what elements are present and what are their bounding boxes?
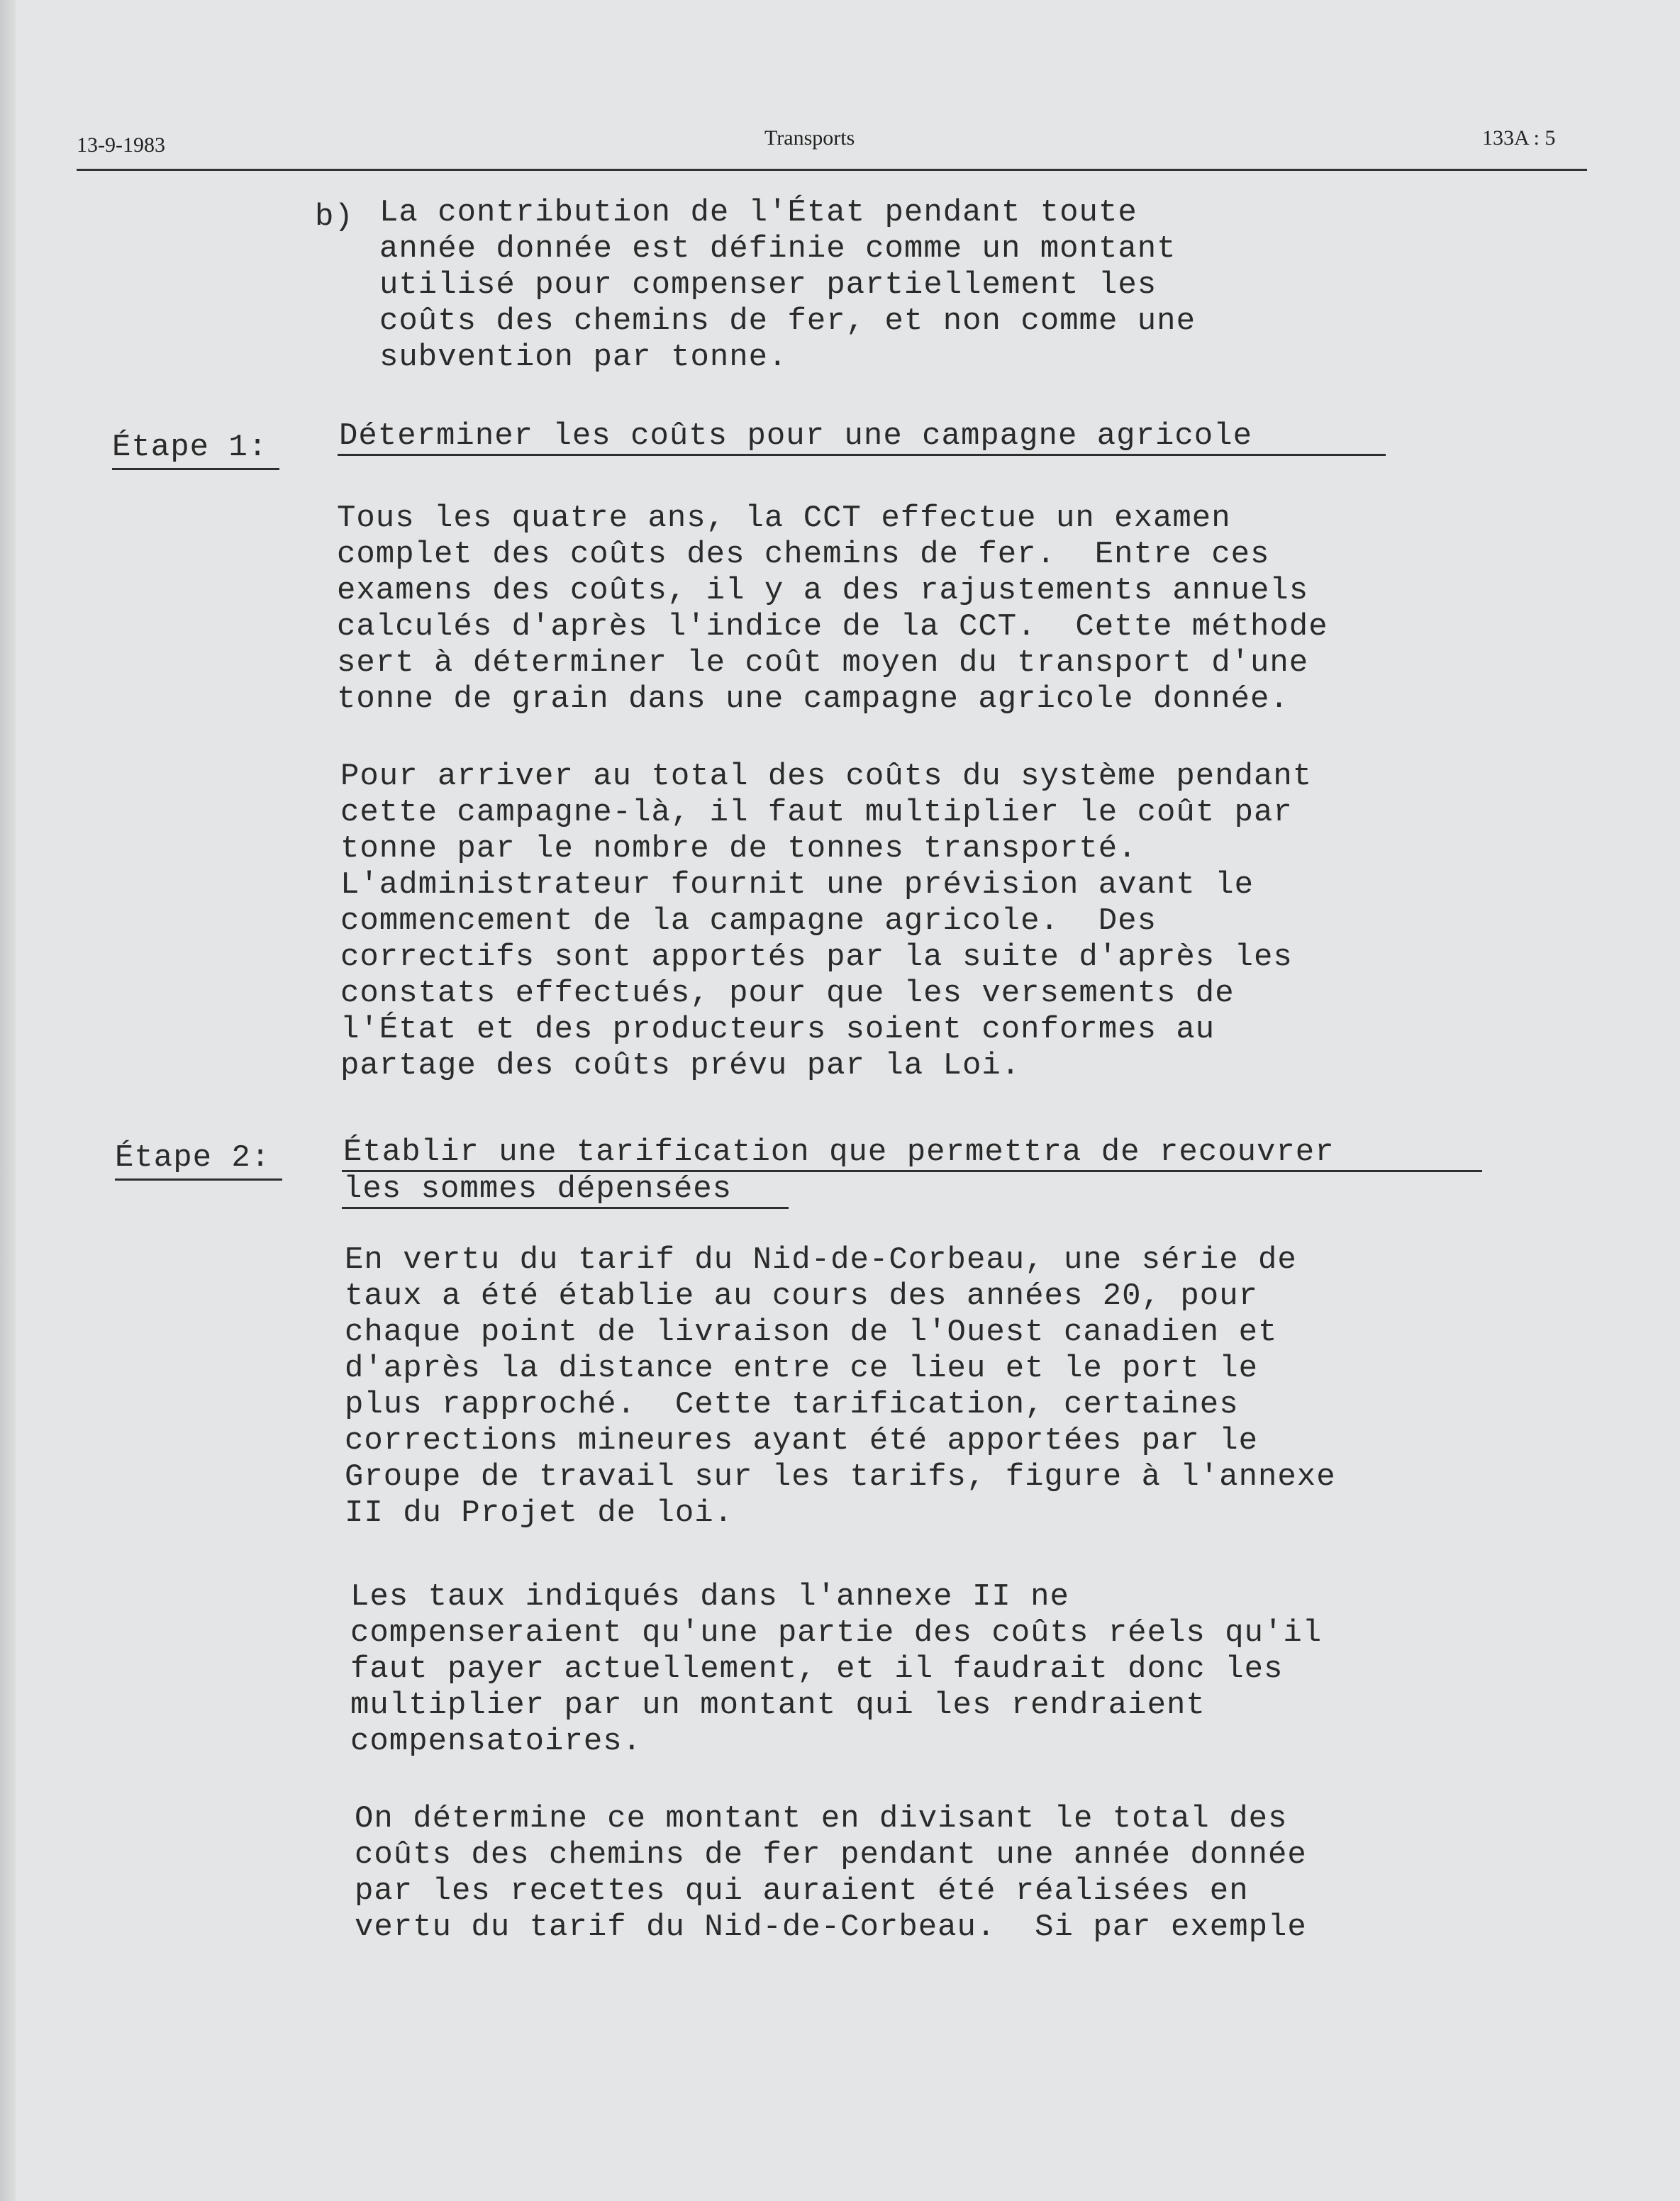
paragraph-line: Pour arriver au total des coûts du système pendant bbox=[340, 759, 1313, 794]
paragraph-line: examens des coûts, il y a des rajustements annuels bbox=[337, 573, 1309, 608]
paragraph-line: compensatoires. bbox=[350, 1724, 642, 1759]
header-page-number: 133A : 5 bbox=[1482, 126, 1556, 150]
item-b-line: utilisé pour compenser partiellement les bbox=[379, 267, 1157, 303]
etape-2-title-line-2: les sommes dépensées bbox=[343, 1171, 733, 1207]
etape-1-title: Déterminer les coûts pour une campagne agricole bbox=[339, 418, 1253, 454]
paragraph-line: commencement de la campagne agricole. Des bbox=[340, 903, 1157, 939]
etape-2-paragraph-1 bbox=[345, 1242, 1336, 1532]
item-b-line: La contribution de l'État pendant toute bbox=[379, 195, 1137, 230]
etape-2-label-underline bbox=[115, 1178, 282, 1181]
page-header bbox=[0, 126, 1680, 169]
paragraph-line: sert à déterminer le coût moyen du transport d'une bbox=[337, 645, 1309, 681]
paragraph-line: Groupe de travail sur les tarifs, figure à l'annexe bbox=[345, 1459, 1336, 1495]
etape-1-title-underline bbox=[338, 454, 1386, 456]
header-rule bbox=[77, 169, 1587, 171]
item-b-line: année donnée est définie comme un montant bbox=[379, 231, 1176, 267]
paragraph-line: coûts des chemins de fer pendant une année donnée bbox=[355, 1837, 1307, 1873]
paragraph-line: compenseraient qu'une partie des coûts réels qu'il bbox=[350, 1615, 1323, 1651]
paragraph-line: taux a été établie au cours des années 20, pour bbox=[345, 1278, 1259, 1314]
item-b-line: coûts des chemins de fer, et non comme une bbox=[379, 303, 1196, 339]
etape-2-title-line-1: Établir une tarification que permettra de recouvrer bbox=[343, 1135, 1335, 1170]
etape-2-paragraph-2 bbox=[350, 1579, 1322, 1760]
paragraph-line: plus rapproché. Cette tarification, certaines bbox=[345, 1387, 1239, 1422]
etape-1-label-underline bbox=[112, 468, 279, 470]
header-section-title: Transports bbox=[764, 126, 855, 150]
paragraph-line: d'après la distance entre ce lieu et le port le bbox=[345, 1351, 1259, 1386]
etape-2-paragraph-3 bbox=[355, 1801, 1307, 1946]
paragraph-line: Tous les quatre ans, la CCT effectue un examen bbox=[337, 501, 1231, 536]
page-edge-shadow bbox=[0, 0, 16, 2201]
paragraph-line: partage des coûts prévu par la Loi. bbox=[340, 1048, 1021, 1083]
paragraph-line: On détermine ce montant en divisant le total des bbox=[355, 1801, 1288, 1837]
item-b-line: subvention par tonne. bbox=[379, 340, 788, 375]
paragraph-line: calculés d'après l'indice de la CCT. Cette méthode bbox=[337, 609, 1328, 645]
paragraph-line: II du Projet de loi. bbox=[345, 1495, 734, 1531]
header-date: 13-9-1983 bbox=[77, 133, 165, 157]
etape-2-label: Étape 2: bbox=[115, 1140, 271, 1176]
etape-2-title-underline-2 bbox=[342, 1207, 789, 1209]
item-b-text bbox=[379, 195, 1196, 376]
paragraph-line: corrections mineures ayant été apportées par le bbox=[345, 1423, 1259, 1459]
etape-1-label: Étape 1: bbox=[112, 430, 268, 465]
paragraph-line: tonne par le nombre de tonnes transporté. bbox=[340, 831, 1137, 867]
paragraph-line: par les recettes qui auraient été réalisées en bbox=[355, 1873, 1249, 1909]
paragraph-line: vertu du tarif du Nid-de-Corbeau. Si par exemple bbox=[355, 1910, 1307, 1945]
paragraph-line: faut payer actuellement, et il faudrait donc les bbox=[350, 1651, 1284, 1687]
paragraph-line: constats effectués, pour que les versements de bbox=[340, 976, 1235, 1011]
etape-1-paragraph-1 bbox=[337, 501, 1328, 718]
paragraph-line: cette campagne-là, il faut multiplier le coût par bbox=[340, 795, 1293, 830]
paragraph-line: complet des coûts des chemins de fer. Entre ces bbox=[337, 537, 1270, 572]
paragraph-line: l'État et des producteurs soient conformes au bbox=[340, 1012, 1216, 1047]
paragraph-line: En vertu du tarif du Nid-de-Corbeau, une série de bbox=[345, 1242, 1297, 1278]
paragraph-line: chaque point de livraison de l'Ouest canadien et bbox=[345, 1315, 1278, 1350]
paragraph-line: correctifs sont apportés par la suite d'après les bbox=[340, 940, 1293, 975]
paragraph-line: Les taux indiqués dans l'annexe II ne bbox=[350, 1579, 1069, 1615]
paragraph-line: tonne de grain dans une campagne agricole donnée. bbox=[337, 681, 1289, 717]
item-b-marker: b) bbox=[315, 199, 354, 235]
etape-1-paragraph-2 bbox=[340, 759, 1312, 1084]
paragraph-line: multiplier par un montant qui les rendraient bbox=[350, 1688, 1206, 1723]
paragraph-line: L'administrateur fournit une prévision avant le bbox=[340, 867, 1255, 903]
